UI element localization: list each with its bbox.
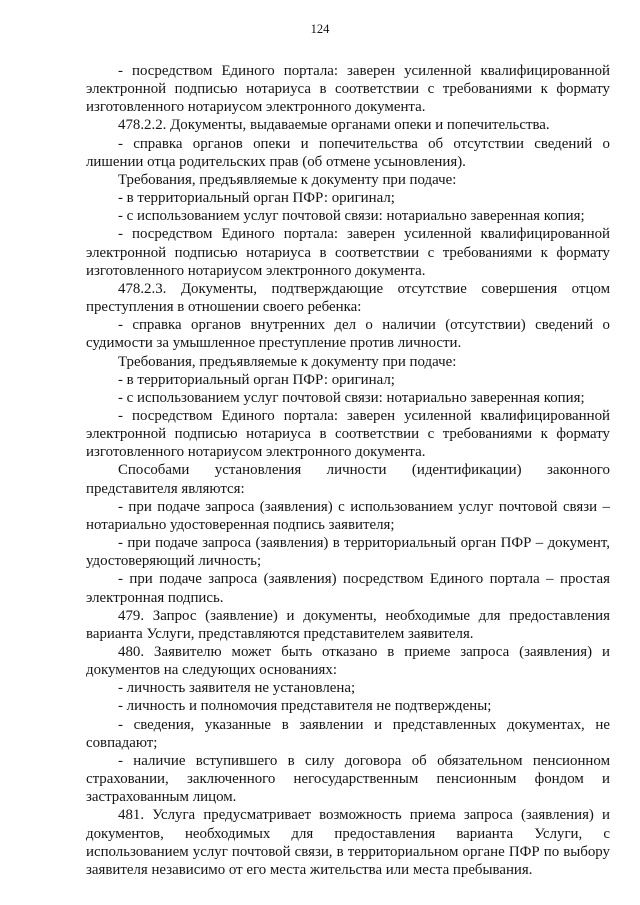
list-item: - личность и полномочия представителя не подтверждены; (118, 698, 492, 715)
numbered-paragraph: 479. Запрос (заявление) и документы, необходимые для предоставления варианта Услуги, представляются представителем заявителя. (86, 607, 610, 642)
list-item: - наличие вступившего в силу договора об обязательном пенсионном страховании, заключенного негосударственным пенсионным фондом и застрахованным лицом. (86, 752, 610, 806)
list-item: - в территориальный орган ПФР: оригинал; (118, 371, 395, 388)
page-number: 124 (310, 22, 330, 36)
paragraph: Способами установления личности (идентификации) законного представителя являются: (86, 462, 610, 497)
paragraph: - справка органов внутренних дел о наличии (отсутствии) сведений о судимости за умышленное преступление против личности. (86, 317, 610, 352)
list-item: - при подаче запроса (заявления) посредством Единого портала – простая электронная подпись. (86, 571, 610, 606)
list-item: - личность заявителя не установлена; (118, 680, 356, 697)
section-heading: 478.2.2. Документы, выдаваемые органами опеки и попечительства. (118, 117, 550, 134)
list-item: - с использованием услуг почтовой связи: нотариально заверенная копия; (118, 389, 585, 406)
paragraph: Требования, предъявляемые к документу при подаче: (118, 171, 457, 188)
list-item: - в территориальный орган ПФР: оригинал; (118, 190, 395, 207)
paragraph: - справка органов опеки и попечительства об отсутствии сведений о лишении отца родительских прав (об отмене усыновления). (86, 135, 610, 170)
list-item: - посредством Единого портала: заверен усиленной квалифицированной электронной подписью нотариуса в соответствии с требованиями к формату изготовленного нотариусом электронного документа. (86, 407, 610, 461)
list-item: - сведения, указанные в заявлении и представленных документах, не совпадают; (86, 716, 610, 751)
paragraph: Требования, предъявляемые к документу при подаче: (118, 353, 457, 370)
numbered-paragraph: 480. Заявителю может быть отказано в приеме запроса (заявления) и документов на следующих основаниях: (86, 644, 610, 679)
document-body (86, 62, 610, 879)
list-item: - с использованием услуг почтовой связи: нотариально заверенная копия; (118, 208, 585, 225)
numbered-paragraph: 481. Услуга предусматривает возможность приема запроса (заявления) и документов, необходимых для предоставления варианта Услуги, с использованием услуг почтовой связи, в территориальном органе ПФР по выбору заявителя независимо от его места жительства или места пребывания. (86, 807, 610, 878)
list-item: - при подаче запроса (заявления) с использованием услуг почтовой связи – нотариально удостоверенная подпись заявителя; (86, 498, 610, 533)
section-heading: 478.2.3. Документы, подтверждающие отсутствие совершения отцом преступления в отношении своего ребенка: (86, 280, 610, 316)
paragraph: - посредством Единого портала: заверен усиленной квалифицированной электронной подписью нотариуса в соответствии с требованиями к формату изготовленного нотариусом электронного документа. (86, 63, 610, 116)
list-item: - посредством Единого портала: заверен усиленной квалифицированной электронной подписью нотариуса в соответствии с требованиями к формату изготовленного нотариусом электронного документа. (86, 226, 610, 279)
list-item: - при подаче запроса (заявления) в территориальный орган ПФР – документ, удостоверяющий личность; (86, 535, 610, 570)
